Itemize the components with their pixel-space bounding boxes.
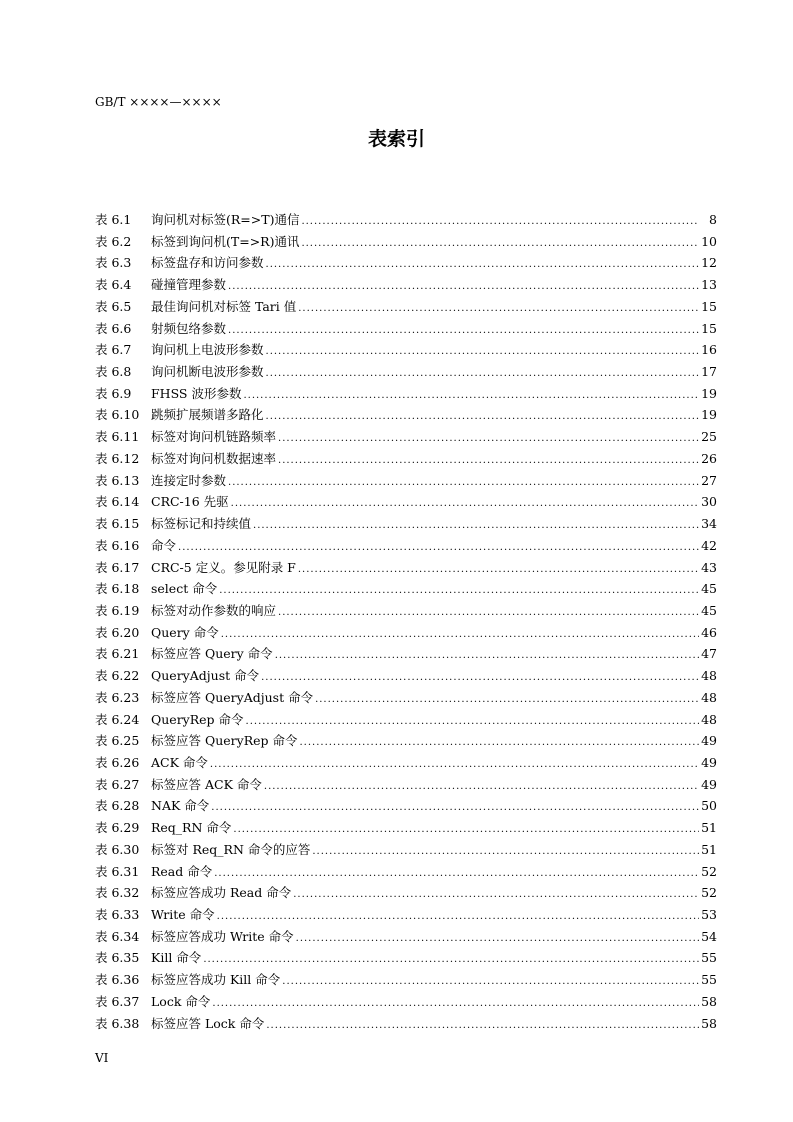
toc-entry-page: 51 xyxy=(701,841,717,857)
toc-entry-title: Req_RN 命令 xyxy=(151,820,232,836)
toc-entry-number: 表 6.14 xyxy=(95,494,140,510)
toc-entry-title: Read 命令 xyxy=(151,863,213,879)
toc-entry-page: 10 xyxy=(701,233,717,249)
toc-entry-page: 19 xyxy=(701,407,717,423)
toc-entry-page: 48 xyxy=(701,711,717,727)
toc-entry[interactable] xyxy=(95,643,717,665)
dot-leader xyxy=(211,795,699,819)
dot-leader xyxy=(253,513,699,537)
toc-entry-title: 标签应答 Query 命令 xyxy=(151,646,273,662)
toc-entry-number: 表 6.4 xyxy=(95,277,132,293)
toc-entry[interactable] xyxy=(95,470,717,492)
toc-entry-page: 8 xyxy=(709,212,717,227)
toc-entry-page: 54 xyxy=(701,928,717,944)
toc-entry-title: select 命令 xyxy=(151,581,218,597)
toc-entry[interactable] xyxy=(95,535,717,557)
toc-entry-page: 50 xyxy=(701,798,717,814)
dot-leader xyxy=(266,361,699,385)
toc-entry-number: 表 6.12 xyxy=(95,450,140,466)
dot-leader xyxy=(301,231,699,255)
toc-entry-number: 表 6.27 xyxy=(95,776,140,792)
toc-entry-page: 49 xyxy=(701,776,717,792)
dot-leader xyxy=(178,535,699,559)
toc-entry-title: 标签盘存和访问参数 xyxy=(151,255,264,271)
toc-entry-page: 47 xyxy=(701,646,717,662)
toc-entry[interactable] xyxy=(95,882,717,904)
toc-entry-page: 15 xyxy=(701,320,717,336)
toc-entry[interactable] xyxy=(95,622,717,644)
toc-entry[interactable] xyxy=(95,817,717,839)
toc-entry[interactable] xyxy=(95,361,717,383)
toc-entry-title: 标签对动作参数的响应 xyxy=(151,602,277,618)
dot-leader xyxy=(217,904,699,928)
dot-leader xyxy=(293,882,699,906)
toc-entry-title: 最佳询问机对标签 Tari 值 xyxy=(151,298,297,314)
toc-entry-title: 标签对询问机数据速率 xyxy=(151,450,277,466)
toc-entry-title: 标签标记和持续值 xyxy=(151,516,252,532)
dot-leader xyxy=(266,339,699,363)
toc-entry-title: 标签对 Req_RN 命令的应答 xyxy=(151,841,311,857)
toc-entry-title: 标签应答成功 Write 命令 xyxy=(151,928,294,944)
dot-leader xyxy=(298,296,699,320)
dot-leader xyxy=(228,274,699,298)
dot-leader xyxy=(264,774,699,798)
toc-entry-page: 25 xyxy=(701,429,717,445)
dot-leader xyxy=(298,557,699,581)
toc-entry-number: 表 6.34 xyxy=(95,928,140,944)
toc-entry-title: 标签应答 Lock 命令 xyxy=(151,1015,265,1031)
toc-entry-page: 48 xyxy=(701,689,717,705)
toc-entry-page: 53 xyxy=(701,907,717,922)
toc-entry[interactable] xyxy=(95,578,717,600)
toc-entry-number: 表 6.17 xyxy=(95,559,140,575)
toc-entry-title: QueryAdjust 命令 xyxy=(151,668,260,684)
toc-entry-page: 58 xyxy=(701,1015,717,1031)
toc-entry-page: 49 xyxy=(701,733,717,749)
toc-entry[interactable] xyxy=(95,904,717,926)
toc-entry[interactable] xyxy=(95,209,717,231)
toc-entry-number: 表 6.13 xyxy=(95,472,140,488)
toc-entry-title: Write 命令 xyxy=(151,907,215,922)
toc-entry-number: 表 6.19 xyxy=(95,602,140,618)
toc-entry-title: 标签对询问机链路频率 xyxy=(151,429,277,445)
dot-leader xyxy=(228,318,699,342)
dot-leader xyxy=(214,861,699,885)
toc-entry-page: 17 xyxy=(701,364,717,380)
toc-entry-number: 表 6.35 xyxy=(95,950,140,966)
toc-entry[interactable] xyxy=(95,752,717,774)
toc-entry-title: 询问机上电波形参数 xyxy=(151,342,264,358)
dot-leader xyxy=(210,752,699,776)
toc-entry-number: 表 6.9 xyxy=(95,385,132,401)
toc-entry-number: 表 6.8 xyxy=(95,364,132,380)
toc-entry-number: 表 6.32 xyxy=(95,885,140,901)
toc-entry-title: 标签应答成功 Kill 命令 xyxy=(151,972,281,988)
toc-entry-title: 碰撞管理参数 xyxy=(151,277,227,293)
table-index-list xyxy=(95,209,717,1034)
toc-entry[interactable] xyxy=(95,600,717,622)
toc-entry-title: 跳频扩展频谱多路化 xyxy=(151,407,264,423)
toc-entry-page: 45 xyxy=(701,581,717,597)
toc-entry[interactable] xyxy=(95,426,717,448)
toc-entry-page: 55 xyxy=(701,972,717,988)
toc-entry-page: 19 xyxy=(701,385,717,401)
dot-leader xyxy=(278,426,699,450)
toc-entry-number: 表 6.38 xyxy=(95,1015,140,1031)
dot-leader xyxy=(275,643,699,667)
dot-leader xyxy=(266,404,699,428)
toc-entry[interactable] xyxy=(95,709,717,731)
toc-entry[interactable] xyxy=(95,839,717,861)
page-title: 表索引 xyxy=(367,128,425,150)
dot-leader xyxy=(233,817,699,841)
toc-entry[interactable] xyxy=(95,383,717,405)
toc-entry[interactable] xyxy=(95,947,717,969)
toc-entry[interactable] xyxy=(95,231,717,253)
toc-entry-title: 标签应答 QueryAdjust 命令 xyxy=(151,689,314,705)
toc-entry-page: 34 xyxy=(701,516,717,532)
toc-entry-number: 表 6.5 xyxy=(95,298,132,314)
toc-entry-title: Kill 命令 xyxy=(151,950,202,966)
toc-entry[interactable] xyxy=(95,926,717,948)
toc-entry-title: Query 命令 xyxy=(151,624,219,640)
toc-entry-page: 45 xyxy=(701,602,717,618)
toc-entry-number: 表 6.36 xyxy=(95,972,140,988)
dot-leader xyxy=(228,470,699,494)
dot-leader xyxy=(278,448,699,472)
toc-entry-title: 询问机对标签(R=>T)通信 xyxy=(151,212,300,227)
toc-entry-title: Lock 命令 xyxy=(151,993,211,1009)
dot-leader xyxy=(301,209,699,233)
toc-entry[interactable] xyxy=(95,274,717,296)
toc-entry[interactable] xyxy=(95,687,717,709)
toc-entry[interactable] xyxy=(95,991,717,1013)
toc-entry-title: 询问机断电波形参数 xyxy=(151,364,264,380)
toc-entry-number: 表 6.23 xyxy=(95,689,140,705)
toc-entry-number: 表 6.29 xyxy=(95,820,140,836)
toc-entry[interactable] xyxy=(95,404,717,426)
toc-entry[interactable] xyxy=(95,557,717,579)
toc-entry-number: 表 6.21 xyxy=(95,646,140,662)
toc-entry-page: 13 xyxy=(701,277,717,293)
dot-leader xyxy=(278,600,699,624)
dot-leader xyxy=(266,252,699,276)
toc-entry[interactable] xyxy=(95,774,717,796)
dot-leader xyxy=(296,926,699,950)
toc-entry[interactable] xyxy=(95,296,717,318)
toc-entry-page: 48 xyxy=(701,668,717,684)
toc-entry-number: 表 6.10 xyxy=(95,407,140,423)
toc-entry[interactable] xyxy=(95,861,717,883)
toc-entry-number: 表 6.11 xyxy=(95,429,140,445)
toc-entry-page: 27 xyxy=(701,472,717,488)
dot-leader xyxy=(231,491,699,515)
dot-leader xyxy=(221,622,699,646)
toc-entry-page: 42 xyxy=(701,537,717,553)
toc-entry-page: 46 xyxy=(701,624,717,640)
toc-entry-number: 表 6.1 xyxy=(95,212,132,227)
toc-entry-page: 12 xyxy=(701,255,717,271)
toc-entry-title: FHSS 波形参数 xyxy=(151,385,242,401)
toc-entry[interactable] xyxy=(95,969,717,991)
dot-leader xyxy=(315,687,699,711)
toc-entry-page: 49 xyxy=(701,754,717,770)
toc-entry-number: 表 6.15 xyxy=(95,516,140,532)
toc-entry-title: 标签应答 ACK 命令 xyxy=(151,776,262,792)
toc-entry[interactable] xyxy=(95,665,717,687)
toc-entry-page: 15 xyxy=(701,298,717,314)
toc-entry[interactable] xyxy=(95,491,717,513)
toc-entry-title: 命令 xyxy=(151,537,177,553)
document-code-header: GB/T ××××—×××× xyxy=(95,95,222,109)
dot-leader xyxy=(300,730,700,754)
toc-entry-number: 表 6.3 xyxy=(95,255,132,271)
toc-entry-number: 表 6.30 xyxy=(95,841,140,857)
toc-entry-number: 表 6.6 xyxy=(95,320,132,336)
toc-entry-title: 标签到询问机(T=>R)通讯 xyxy=(151,233,300,249)
toc-entry[interactable] xyxy=(95,1013,717,1035)
dot-leader xyxy=(312,839,699,863)
toc-entry-title: 标签应答成功 Read 命令 xyxy=(151,885,292,901)
toc-entry-title: 连接定时参数 xyxy=(151,472,227,488)
toc-entry-title: QueryRep 命令 xyxy=(151,711,244,727)
toc-entry[interactable] xyxy=(95,513,717,535)
toc-entry[interactable] xyxy=(95,730,717,752)
toc-entry[interactable] xyxy=(95,339,717,361)
toc-entry-page: 58 xyxy=(701,993,717,1009)
toc-entry-title: NAK 命令 xyxy=(151,798,210,814)
dot-leader xyxy=(261,665,699,689)
dot-leader xyxy=(246,709,699,733)
toc-entry[interactable] xyxy=(95,448,717,470)
toc-entry-number: 表 6.22 xyxy=(95,668,140,684)
toc-entry-number: 表 6.2 xyxy=(95,233,132,249)
toc-entry-page: 16 xyxy=(701,342,717,358)
toc-entry[interactable] xyxy=(95,795,717,817)
toc-entry-page: 26 xyxy=(701,450,717,466)
dot-leader xyxy=(212,991,699,1015)
toc-entry-page: 30 xyxy=(701,494,717,510)
toc-entry-number: 表 6.31 xyxy=(95,863,140,879)
toc-entry-title: 标签应答 QueryRep 命令 xyxy=(151,733,298,749)
dot-leader xyxy=(219,578,699,602)
toc-entry-page: 55 xyxy=(701,950,717,966)
toc-entry[interactable] xyxy=(95,252,717,274)
toc-entry-title: 射频包络参数 xyxy=(151,320,227,336)
toc-entry-number: 表 6.7 xyxy=(95,342,132,358)
toc-entry-number: 表 6.28 xyxy=(95,798,140,814)
toc-entry-page: 43 xyxy=(701,559,717,575)
toc-entry-title: ACK 命令 xyxy=(151,754,208,770)
dot-leader xyxy=(243,383,699,407)
dot-leader xyxy=(203,947,699,971)
toc-entry[interactable] xyxy=(95,318,717,340)
dot-leader xyxy=(266,1013,699,1037)
toc-entry-number: 表 6.26 xyxy=(95,754,140,770)
page-number-footer: VI xyxy=(95,1051,109,1065)
toc-entry-number: 表 6.18 xyxy=(95,581,140,597)
toc-entry-page: 52 xyxy=(701,885,717,901)
dot-leader xyxy=(282,969,699,993)
toc-entry-number: 表 6.37 xyxy=(95,993,140,1009)
toc-entry-title: CRC-16 先驱 xyxy=(151,494,229,510)
toc-entry-number: 表 6.16 xyxy=(95,537,140,553)
toc-entry-title: CRC-5 定义。参见附录 F xyxy=(151,559,296,575)
toc-entry-number: 表 6.20 xyxy=(95,624,140,640)
toc-entry-page: 52 xyxy=(701,863,717,879)
toc-entry-page: 51 xyxy=(701,820,717,836)
toc-entry-number: 表 6.33 xyxy=(95,907,140,922)
toc-entry-number: 表 6.25 xyxy=(95,733,140,749)
toc-entry-number: 表 6.24 xyxy=(95,711,140,727)
